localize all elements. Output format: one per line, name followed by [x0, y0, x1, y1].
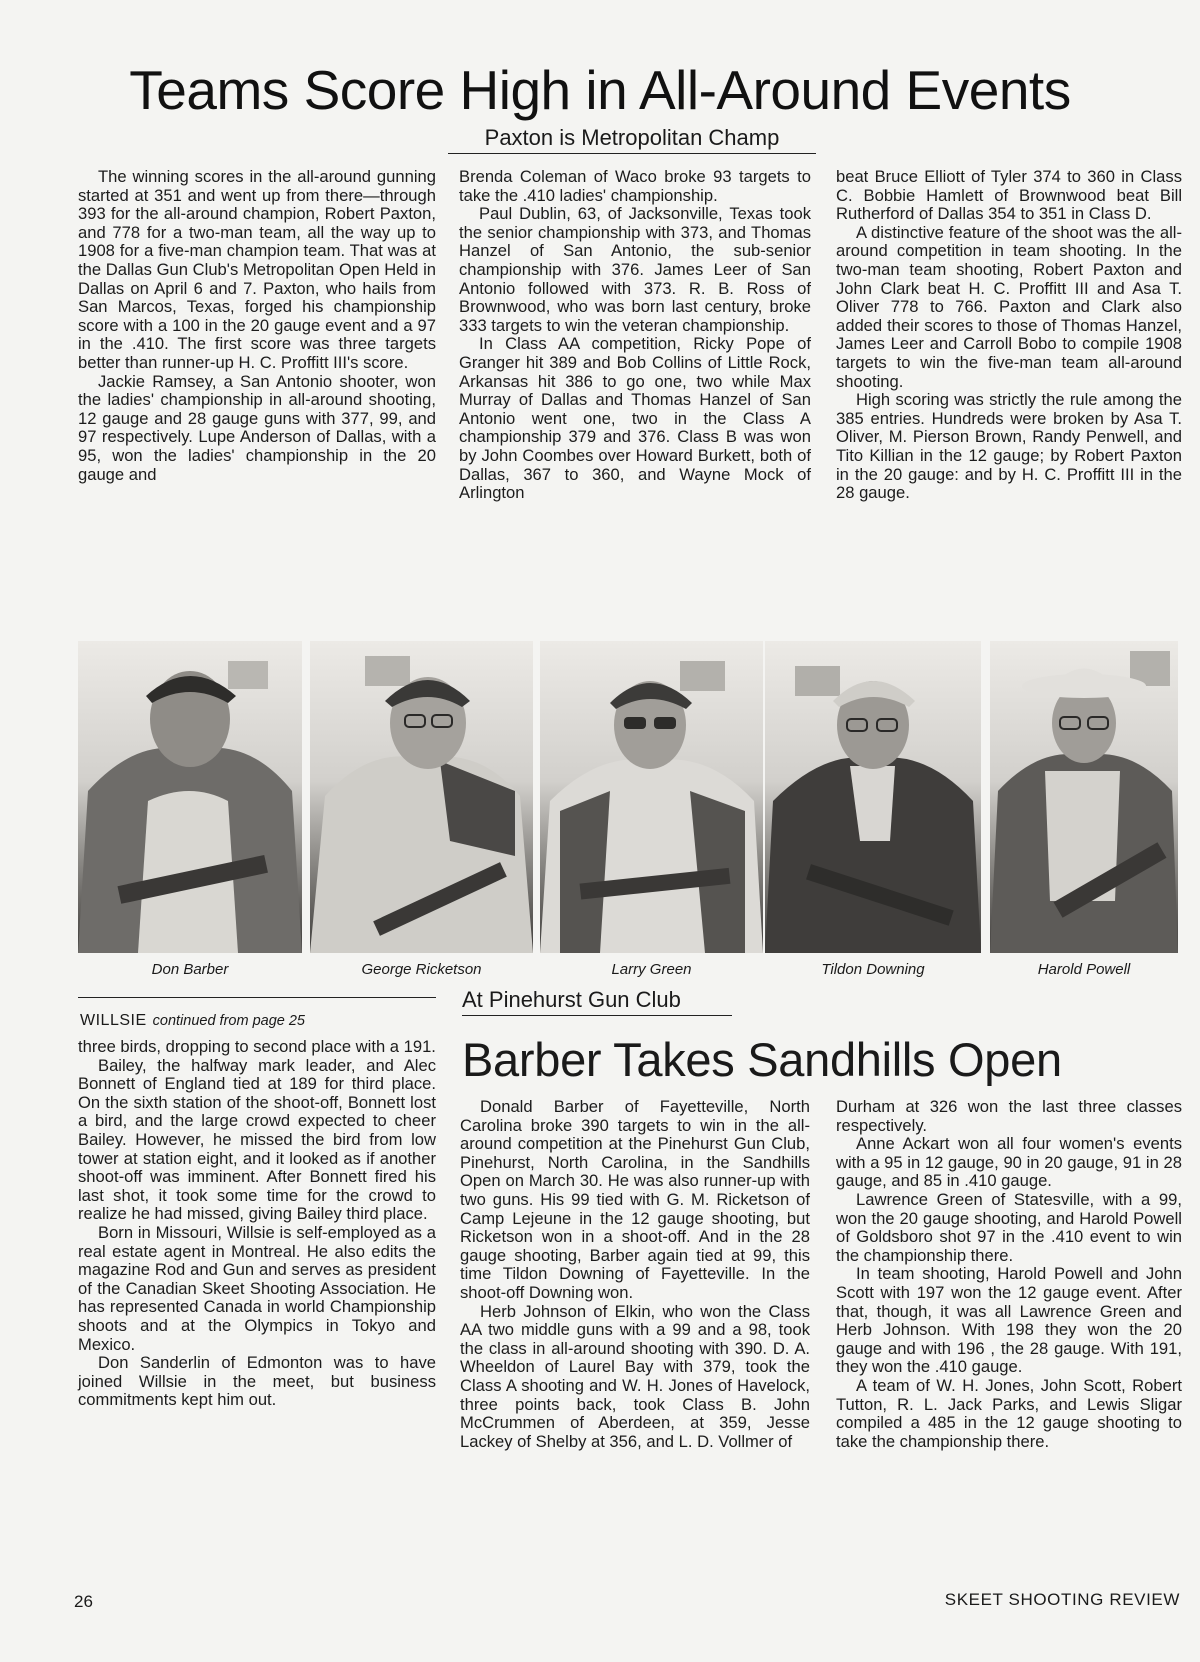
paragraph: Paul Dublin, 63, of Jacksonville, Texas took the senior championship with 373, and Thomas Hanzel of San Antonio, the sub-senior championship with 376. James Leer of San Antonio followed with 373. R. B. Ross of Brownwood, who was born last century, broke 333 targets to win the veteran championship.	[459, 204, 811, 335]
paragraph: three birds, dropping to second place with a 191.	[78, 1037, 436, 1056]
paragraph: In Class AA competition, Ricky Pope of Granger hit 389 and Bob Collins of Little Rock, Arkansas hit 386 to go one, two while Max Murray of Dallas and Thomas Hanzel of San Antonio went one, two in the Class A championship 379 and 376. Class B was won by John Coombes over Howard Burkett, both of Dallas, 367 to 360, and Wayne Mock of Arlington	[459, 334, 811, 503]
article2-column-1	[460, 1098, 810, 1451]
portrait-photo-5	[990, 641, 1178, 953]
paragraph: Jackie Ramsey, a San Antonio shooter, won the ladies' championship in all-around shooting, 12 gauge and 28 gauge guns with 377, 99, and 97 respectively. Lupe Anderson of Dallas, with a 95, won the ladies' championship in the 20 gauge and	[78, 371, 436, 484]
portrait-photo-4	[765, 641, 981, 953]
portrait-photo-1	[78, 641, 302, 953]
photo-caption: George Ricketson	[361, 961, 482, 978]
paragraph: A team of W. H. Jones, John Scott, Robert Tutton, R. L. Jack Parks, and Lewis Sligar compiled a 485 in the 12 gauge shooting to take the championship there.	[836, 1375, 1182, 1451]
article2-column-2	[836, 1098, 1182, 1451]
paragraph: Born in Missouri, Willsie is self-employed as a real estate agent in Montreal. He also edits the magazine Rod and Gun and serves as president of the Canadian Skeet Shooting Association. He has represented Canada in world Championship shoots and at the Olympics in Tokyo and Mexico.	[78, 1222, 436, 1354]
paragraph: beat Bruce Elliott of Tyler 374 to 360 in Class C. Bobbie Hamlett of Brownwood beat Bill Rutherford of Dallas 354 to 351 in Class D.	[836, 167, 1182, 224]
paragraph: Bailey, the halfway mark leader, and Alec Bonnett of England tied at 189 for third place. On the sixth station of the shoot-off, Bonnett lost a bird, and the large crowd expected to cheer Bailey. However, he missed the bird from low tower at station eight, and it looked as if another shoot-off was imminent. After Bonnett fired his last shot, it took some time for the crowd to realize he had missed, giving Bailey third place.	[78, 1055, 436, 1224]
publication-name: SKEET SHOOTING REVIEW	[944, 1590, 1180, 1609]
paragraph: Herb Johnson of Elkin, who won the Class AA two middle guns with a 99 and a 98, took the class in all-around shooting with 390. D. A. Wheeldon of Laurel Bay with 379, took the Class A shooting and W. H. Jones of Havelock, three points back, took Class B. John McCrummen of Aberdeen, at 359, Jesse Lackey of Shelby at 356, and L. D. Vollmer of	[460, 1301, 810, 1451]
continued-line	[80, 1012, 305, 1030]
article2-subheadline: At Pinehurst Gun Club	[462, 986, 732, 1016]
page-number: 26	[74, 1592, 93, 1611]
article2-headline: Barber Takes Sandhills Open	[462, 1033, 1062, 1086]
photo-caption: Tildon Downing	[821, 961, 925, 978]
paragraph: In team shooting, Harold Powell and John Scott with 197 won the 12 gauge event. After that, though, it was all Lawrence Green and Herb Johnson. With 198 they won the 20 gauge and with 196 , the 28 gauge. With 191, they won the .410 gauge.	[836, 1264, 1182, 1377]
continued-note: continued from page 25	[152, 1013, 305, 1029]
photo-caption: Don Barber	[151, 961, 229, 978]
photo-caption: Larry Green	[611, 961, 692, 978]
paragraph: Don Sanderlin of Edmonton was to have joined Willsie in the meet, but business commitments kept him out.	[78, 1353, 436, 1410]
continued-name: WILLSIE	[80, 1012, 147, 1029]
portrait-photo-3	[540, 641, 763, 953]
paragraph: Lawrence Green of Statesville, with a 99, won the 20 gauge shooting, and Harold Powell of Goldsboro shot 97 in the .410 event to win the championship there.	[836, 1189, 1182, 1265]
paragraph: Brenda Coleman of Waco broke 93 targets to take the .410 ladies' championship.	[459, 167, 811, 205]
paragraph: The winning scores in the all-around gunning started at 351 and went up from there—through 393 for the all-around champion, Robert Paxton, and 778 for a two-man team, all the way up to 1908 for a five-man champion team. That was at the Dallas Gun Club's Metropolitan Open Held in Dallas on April 6 and 7. Paxton, who hails from San Marcos, Texas, forged his championship score with a 100 in the 20 gauge event and a 97 in the .410. The first score was three targets better than runner-up H. C. Proffitt III's score.	[78, 167, 436, 372]
paragraph: A distinctive feature of the shoot was the all-around competition in team shooting. In the two-man team shooting, Robert Paxton and John Clark beat H. C. Proffitt III and Asa T. Oliver 778 to 766. Paxton and Clark also added their scores to those of Thomas Hanzel, James Leer and Carroll Bobo to compile 1908 targets to win the five-man team all-around shooting.	[836, 222, 1182, 391]
paragraph: High scoring was strictly the rule among the 385 entries. Hundreds were broken by Asa T. Oliver, M. Pierson Brown, Randy Penwell, and Tito Killian in the 12 gauge; by Robert Paxton in the 20 gauge: and by H. C. Proffitt III in the 28 gauge.	[836, 390, 1182, 503]
continued-article-column	[78, 1038, 436, 1410]
article1-column-2	[459, 168, 811, 503]
article-headline: Teams Score High in All-Around Events	[129, 59, 1071, 121]
article1-column-3	[836, 168, 1182, 503]
photo-caption: Harold Powell	[1037, 961, 1131, 978]
paragraph: Anne Ackart won all four women's events with a 95 in 12 gauge, 90 in 20 gauge, 91 in 28 gauge, and 85 in .410 gauge.	[836, 1134, 1182, 1191]
paragraph: Donald Barber of Fayetteville, North Carolina broke 390 targets to win in the all-around competition at the Pinehurst Gun Club, Pinehurst, North Carolina, in the Sandhills Open on March 30. He was also runner-up with two guns. His 99 tied with G. M. Ricketson of Camp Lejeune in the 12 gauge shooting, but Ricketson won in a shoot-off. And in the 28 gauge shooting, Barber again tied at 99, this time Tildon Downing of Fayetteville. In the shoot-off Downing won.	[460, 1097, 810, 1302]
paragraph: Durham at 326 won the last three classes respectively.	[836, 1097, 1182, 1135]
portrait-photo-2	[310, 641, 533, 953]
column-divider	[78, 997, 436, 998]
article1-column-1	[78, 168, 436, 484]
article-subheadline: Paxton is Metropolitan Champ	[448, 124, 816, 154]
